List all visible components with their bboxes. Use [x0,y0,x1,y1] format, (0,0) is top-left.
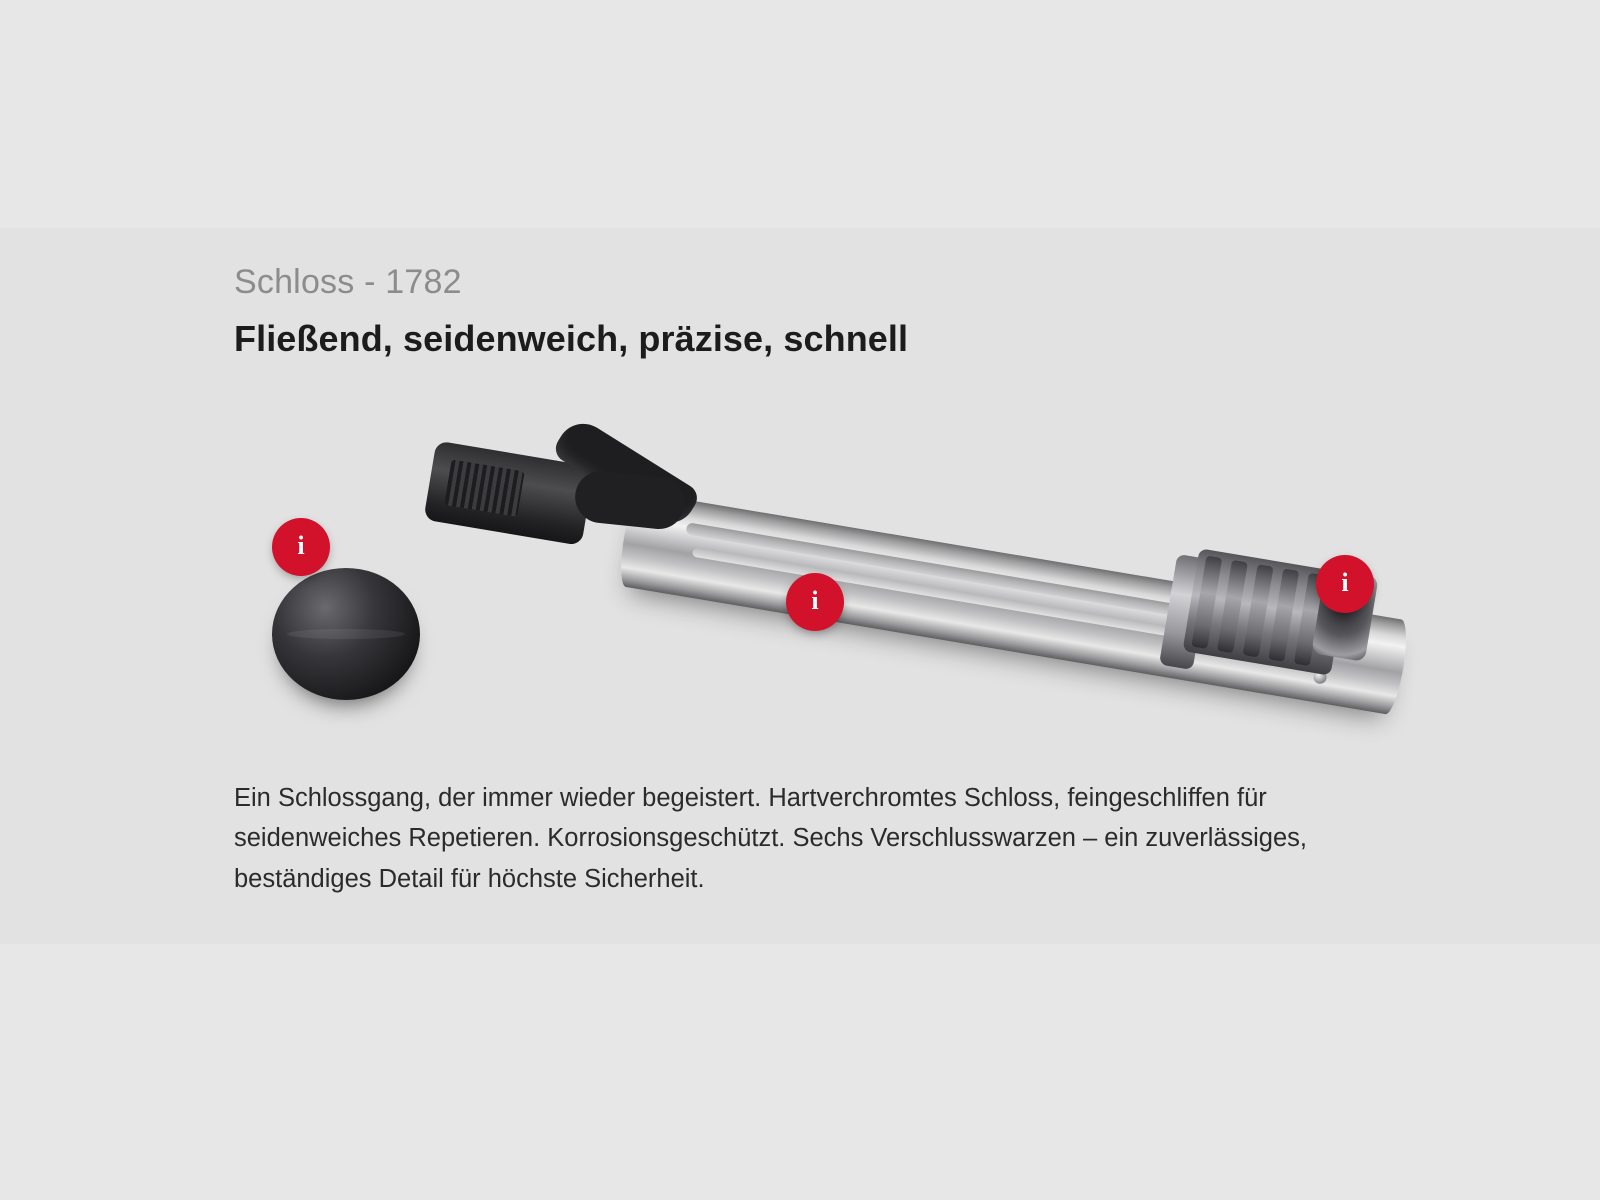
bolt-lug [1268,568,1299,661]
info-icon: i [1341,568,1349,597]
bolt-groove-upper [685,522,1239,626]
bolt-lug [1243,564,1274,657]
page-title: Fließend, seidenweich, präzise, schnell [234,317,909,359]
description-block [234,778,1414,899]
bolt-lug [1191,556,1222,649]
text-block [234,262,1414,360]
bolt-shroud-ribs [444,459,525,517]
bolt-handle-knob-highlight [287,629,405,640]
info-icon: i [811,586,819,615]
hotspot-bolt-body[interactable] [786,573,844,631]
info-icon: i [297,531,305,560]
eyebrow-title: Schloss - 1782 [234,263,462,301]
hotspot-bolt-handle[interactable] [272,518,330,576]
bolt-handle-knob [272,568,420,700]
description-text: Ein Schlossgang, der immer wieder begeistert. Hartverchromtes Schloss, feingeschliffen für seidenweiches Repetieren. Korrosionsgeschützt. Sechs Verschlusswarzen – ein zuverlässiges, beständiges Detail für höchste Sicherheit. [234,784,1307,893]
bolt-lug [1217,560,1248,653]
hotspot-bolt-head[interactable] [1316,555,1374,613]
